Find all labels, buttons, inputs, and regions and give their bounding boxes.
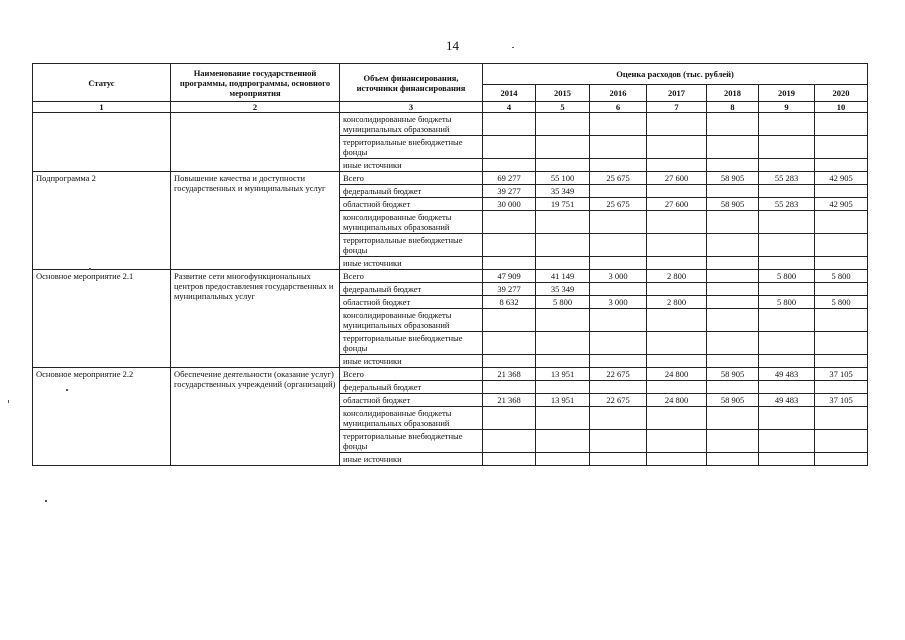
value-cell xyxy=(647,159,707,172)
status-cell: Основное мероприятие 2.1 xyxy=(33,270,171,368)
value-cell: 58 905 xyxy=(707,394,759,407)
value-cell xyxy=(707,257,759,270)
value-cell xyxy=(590,257,647,270)
value-cell: 2 800 xyxy=(647,270,707,283)
value-cell: 5 800 xyxy=(759,296,815,309)
year-header: 2016 xyxy=(590,85,647,102)
status-cell: Основное мероприятие 2.2 xyxy=(33,368,171,466)
year-header: 2017 xyxy=(647,85,707,102)
value-cell: 21 368 xyxy=(483,368,536,381)
value-cell xyxy=(759,332,815,355)
value-cell: 55 283 xyxy=(759,172,815,185)
value-cell xyxy=(707,283,759,296)
value-cell xyxy=(590,113,647,136)
value-cell: 42 905 xyxy=(815,198,868,211)
value-cell xyxy=(815,136,868,159)
value-cell: 5 800 xyxy=(815,270,868,283)
value-cell xyxy=(536,136,590,159)
name-cell: Обеспечение деятельности (оказание услуг) государственных учреждений (организаций) xyxy=(171,368,340,466)
value-cell xyxy=(759,211,815,234)
header-funding: Объем финансирования, источники финансирования xyxy=(340,64,483,102)
value-cell: 22 675 xyxy=(590,368,647,381)
value-cell xyxy=(759,453,815,466)
value-cell: 8 632 xyxy=(483,296,536,309)
table-row xyxy=(33,113,868,136)
value-cell xyxy=(647,430,707,453)
value-cell xyxy=(815,185,868,198)
value-cell xyxy=(759,113,815,136)
funding-source-cell: консолидированные бюджеты муниципальных образований xyxy=(340,113,483,136)
scan-speck xyxy=(89,268,91,270)
funding-source-cell: территориальные внебюджетные фонды xyxy=(340,332,483,355)
value-cell xyxy=(536,257,590,270)
funding-source-cell: территориальные внебюджетные фонды xyxy=(340,136,483,159)
value-cell xyxy=(483,136,536,159)
funding-source-cell: территориальные внебюджетные фонды xyxy=(340,430,483,453)
value-cell: 37 105 xyxy=(815,394,868,407)
value-cell: 13 951 xyxy=(536,394,590,407)
value-cell: 21 368 xyxy=(483,394,536,407)
value-cell xyxy=(590,185,647,198)
value-cell xyxy=(536,234,590,257)
funding-source-cell: федеральный бюджет xyxy=(340,185,483,198)
value-cell xyxy=(815,430,868,453)
value-cell xyxy=(647,381,707,394)
value-cell xyxy=(759,283,815,296)
value-cell xyxy=(707,270,759,283)
value-cell: 58 905 xyxy=(707,198,759,211)
header-name: Наименование государственной программы, подпрограммы, основного мероприятия xyxy=(171,64,340,102)
year-header: 2015 xyxy=(536,85,590,102)
column-number: 2 xyxy=(171,102,340,113)
value-cell: 27 600 xyxy=(647,198,707,211)
scan-speck xyxy=(45,500,47,502)
value-cell: 58 905 xyxy=(707,172,759,185)
value-cell xyxy=(590,407,647,430)
value-cell xyxy=(483,430,536,453)
value-cell xyxy=(483,211,536,234)
year-header: 2019 xyxy=(759,85,815,102)
value-cell xyxy=(707,453,759,466)
value-cell xyxy=(647,355,707,368)
column-number-row xyxy=(33,102,868,113)
value-cell: 24 800 xyxy=(647,368,707,381)
value-cell xyxy=(759,381,815,394)
value-cell xyxy=(647,283,707,296)
value-cell: 35 349 xyxy=(536,185,590,198)
value-cell xyxy=(483,407,536,430)
value-cell xyxy=(590,430,647,453)
funding-source-cell: областной бюджет xyxy=(340,394,483,407)
header-row xyxy=(33,64,868,85)
funding-source-cell: Всего xyxy=(340,172,483,185)
value-cell xyxy=(759,257,815,270)
value-cell xyxy=(483,381,536,394)
column-number: 7 xyxy=(647,102,707,113)
value-cell xyxy=(759,355,815,368)
value-cell xyxy=(707,407,759,430)
value-cell xyxy=(707,159,759,172)
value-cell xyxy=(707,430,759,453)
value-cell: 39 277 xyxy=(483,185,536,198)
value-cell xyxy=(590,283,647,296)
value-cell: 25 675 xyxy=(590,172,647,185)
value-cell: 24 800 xyxy=(647,394,707,407)
value-cell xyxy=(815,283,868,296)
value-cell xyxy=(707,381,759,394)
funding-source-cell: федеральный бюджет xyxy=(340,283,483,296)
value-cell: 41 149 xyxy=(536,270,590,283)
value-cell: 42 905 xyxy=(815,172,868,185)
name-cell xyxy=(171,113,340,172)
value-cell xyxy=(707,185,759,198)
value-cell xyxy=(647,407,707,430)
budget-table xyxy=(32,63,868,466)
value-cell xyxy=(707,136,759,159)
value-cell: 19 751 xyxy=(536,198,590,211)
value-cell: 25 675 xyxy=(590,198,647,211)
value-cell xyxy=(590,355,647,368)
funding-source-cell: Всего xyxy=(340,368,483,381)
table-row xyxy=(33,172,868,185)
value-cell: 47 909 xyxy=(483,270,536,283)
column-number: 1 xyxy=(33,102,171,113)
scan-speck xyxy=(8,400,9,403)
funding-source-cell: консолидированные бюджеты муниципальных образований xyxy=(340,309,483,332)
column-number: 3 xyxy=(340,102,483,113)
funding-source-cell: областной бюджет xyxy=(340,198,483,211)
value-cell xyxy=(536,407,590,430)
year-header: 2014 xyxy=(483,85,536,102)
value-cell xyxy=(647,332,707,355)
value-cell xyxy=(536,381,590,394)
value-cell xyxy=(536,453,590,466)
value-cell xyxy=(759,185,815,198)
value-cell xyxy=(707,332,759,355)
value-cell xyxy=(815,211,868,234)
value-cell xyxy=(590,309,647,332)
column-number: 6 xyxy=(590,102,647,113)
value-cell xyxy=(483,355,536,368)
value-cell xyxy=(647,113,707,136)
year-header: 2020 xyxy=(815,85,868,102)
name-cell: Повышение качества и доступности государственных и муниципальных услуг xyxy=(171,172,340,270)
funding-source-cell: консолидированные бюджеты муниципальных образований xyxy=(340,211,483,234)
value-cell xyxy=(707,113,759,136)
value-cell: 37 105 xyxy=(815,368,868,381)
value-cell: 5 800 xyxy=(536,296,590,309)
value-cell xyxy=(815,332,868,355)
value-cell: 27 600 xyxy=(647,172,707,185)
value-cell: 49 483 xyxy=(759,394,815,407)
value-cell xyxy=(536,113,590,136)
value-cell xyxy=(536,355,590,368)
value-cell: 3 000 xyxy=(590,296,647,309)
value-cell xyxy=(483,113,536,136)
status-cell xyxy=(33,113,171,172)
value-cell xyxy=(536,309,590,332)
value-cell xyxy=(647,136,707,159)
value-cell xyxy=(815,355,868,368)
value-cell: 58 905 xyxy=(707,368,759,381)
value-cell xyxy=(815,381,868,394)
value-cell xyxy=(590,211,647,234)
value-cell xyxy=(647,453,707,466)
value-cell: 13 951 xyxy=(536,368,590,381)
value-cell xyxy=(483,453,536,466)
value-cell xyxy=(707,234,759,257)
value-cell xyxy=(759,234,815,257)
value-cell xyxy=(759,159,815,172)
value-cell: 5 800 xyxy=(815,296,868,309)
funding-source-cell: Всего xyxy=(340,270,483,283)
value-cell: 39 277 xyxy=(483,283,536,296)
header-status: Статус xyxy=(33,64,171,102)
value-cell xyxy=(815,113,868,136)
value-cell xyxy=(815,309,868,332)
value-cell xyxy=(590,234,647,257)
value-cell xyxy=(647,309,707,332)
value-cell xyxy=(536,211,590,234)
value-cell: 55 283 xyxy=(759,198,815,211)
funding-source-cell: иные источники xyxy=(340,453,483,466)
value-cell xyxy=(483,309,536,332)
value-cell xyxy=(759,407,815,430)
column-number: 8 xyxy=(707,102,759,113)
value-cell xyxy=(815,234,868,257)
value-cell xyxy=(759,309,815,332)
value-cell xyxy=(590,136,647,159)
value-cell: 55 100 xyxy=(536,172,590,185)
value-cell: 22 675 xyxy=(590,394,647,407)
value-cell: 2 800 xyxy=(647,296,707,309)
status-cell: Подпрограмма 2 xyxy=(33,172,171,270)
funding-source-cell: консолидированные бюджеты муниципальных образований xyxy=(340,407,483,430)
funding-source-cell: иные источники xyxy=(340,355,483,368)
value-cell: 69 277 xyxy=(483,172,536,185)
value-cell: 30 000 xyxy=(483,198,536,211)
value-cell: 35 349 xyxy=(536,283,590,296)
value-cell xyxy=(590,453,647,466)
value-cell xyxy=(815,453,868,466)
column-number: 5 xyxy=(536,102,590,113)
value-cell xyxy=(483,159,536,172)
table-row xyxy=(33,368,868,381)
value-cell xyxy=(759,136,815,159)
value-cell xyxy=(815,257,868,270)
page-number: 14 xyxy=(446,38,459,53)
column-number: 4 xyxy=(483,102,536,113)
header-estimate: Оценка расходов (тыс. рублей) xyxy=(483,64,868,85)
column-number: 10 xyxy=(815,102,868,113)
value-cell: 49 483 xyxy=(759,368,815,381)
value-cell xyxy=(590,332,647,355)
funding-source-cell: иные источники xyxy=(340,159,483,172)
value-cell xyxy=(536,430,590,453)
value-cell xyxy=(815,407,868,430)
funding-source-cell: федеральный бюджет xyxy=(340,381,483,394)
column-number: 9 xyxy=(759,102,815,113)
table-row xyxy=(33,270,868,283)
value-cell xyxy=(707,296,759,309)
value-cell xyxy=(707,355,759,368)
value-cell xyxy=(647,211,707,234)
name-cell: Развитие сети многофункциональных центров предоставления государственных и муниципальных услуг xyxy=(171,270,340,368)
value-cell xyxy=(483,257,536,270)
year-header: 2018 xyxy=(707,85,759,102)
value-cell xyxy=(647,185,707,198)
scan-speck xyxy=(66,389,68,391)
funding-source-cell: территориальные внебюджетные фонды xyxy=(340,234,483,257)
value-cell: 5 800 xyxy=(759,270,815,283)
budget-body xyxy=(33,113,868,466)
value-cell xyxy=(707,309,759,332)
value-cell xyxy=(707,211,759,234)
scan-speck xyxy=(512,47,514,48)
value-cell xyxy=(536,159,590,172)
value-cell: 3 000 xyxy=(590,270,647,283)
value-cell xyxy=(647,257,707,270)
value-cell xyxy=(590,381,647,394)
value-cell xyxy=(815,159,868,172)
value-cell xyxy=(483,332,536,355)
funding-source-cell: иные источники xyxy=(340,257,483,270)
funding-source-cell: областной бюджет xyxy=(340,296,483,309)
value-cell xyxy=(647,234,707,257)
value-cell xyxy=(590,159,647,172)
value-cell xyxy=(536,332,590,355)
value-cell xyxy=(759,430,815,453)
value-cell xyxy=(483,234,536,257)
